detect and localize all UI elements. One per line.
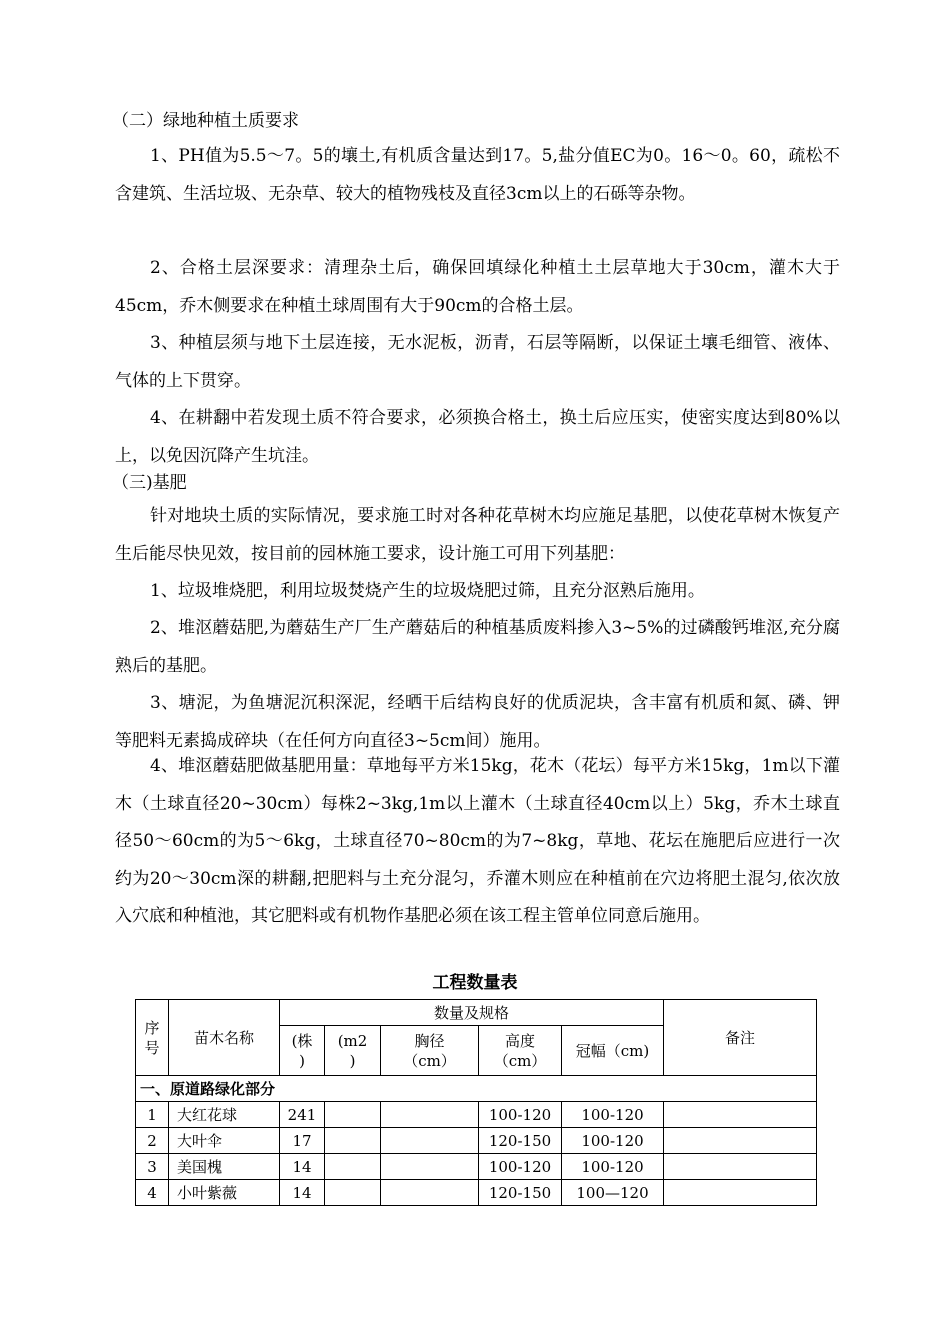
paragraph-soil-connection: 3、种植层须与地下土层连接，无水泥板，沥青，石层等隔断，以保证土壤毛细管、液体、气体的上下贯穿。: [115, 333, 840, 391]
row-area: [325, 1128, 381, 1154]
row-dbh: [381, 1128, 479, 1154]
header-area: [325, 1026, 381, 1076]
header-dbh: [381, 1026, 479, 1076]
row-crown: 100-120: [562, 1128, 664, 1154]
row-area: [325, 1154, 381, 1180]
header-seq: [136, 1000, 169, 1076]
row-name: 大叶伞: [169, 1128, 280, 1154]
row-height: 120-150: [479, 1128, 562, 1154]
row-count: 14: [280, 1154, 325, 1180]
paragraph-garbage-fertilizer: 1、垃圾堆烧肥，利用垃圾焚烧产生的垃圾烧肥过筛，且充分沤熟后施用。: [150, 581, 705, 601]
header-name: 苗木名称: [169, 1000, 280, 1076]
table-row: [136, 1128, 817, 1154]
row-count: 241: [280, 1102, 325, 1128]
paragraph-fertilizer-intro: 针对地块土质的实际情况，要求施工时对各种花草树木均应施足基肥，以使花草树木恢复产生后能尽快见效，按目前的园林施工要求，设计施工可用下列基肥：: [115, 506, 840, 564]
row-dbh: [381, 1180, 479, 1206]
paragraph-mushroom-fertilizer: 2、堆沤蘑菇肥,为蘑菇生产厂生产蘑菇后的种植基质废料掺入3~5%的过磷酸钙堆沤,充分腐熟后的基肥。: [115, 618, 840, 676]
table-title: 工程数量表: [432, 973, 518, 993]
header-count-line1: (株: [291, 1031, 313, 1050]
row-remark: [664, 1154, 817, 1180]
table-section-row: [136, 1076, 817, 1102]
header-seq-line1: 序: [144, 1018, 160, 1037]
row-remark: [664, 1180, 817, 1206]
row-seq: 3: [136, 1154, 169, 1180]
row-seq: 4: [136, 1180, 169, 1206]
row-area: [325, 1180, 381, 1206]
paragraph-pond-mud: 3、塘泥，为鱼塘泥沉积深泥，经晒干后结构良好的优质泥块，含丰富有机质和氮、磷、钾等肥料无素捣成碎块（在任何方向直径3~5cm间）施用。: [115, 693, 840, 751]
paragraph-fertilizer-dosage: 4、堆沤蘑菇肥做基肥用量：草地每平方米15kg，花木（花坛）每平方米15kg，1m以下灌木（土球直径20~30cm）每株2~3kg,1m以上灌木（土球直径40cm以上）5kg，乔木土球直径50～60cm的为5～6kg，土球直径70~80cm的为7~8kg，草地、花坛在施肥后应进行一次约为20～30cm深的耕翻,把肥料与土充分混匀，乔灌木则应在种植前在穴边将肥土混匀,依次放入穴底和种植池，其它肥料或有机物作基肥必须在该工程主管单位同意后施用。: [115, 756, 840, 926]
paragraph-soil-depth: 2、合格土层深要求：清理杂土后，确保回填绿化种植土土层草地大于30cm，灌木大于45cm，乔木侧要求在种植土球周围有大于90cm的合格土层。: [115, 258, 840, 316]
table-row: [136, 1154, 817, 1180]
row-count: 17: [280, 1128, 325, 1154]
row-height: 100-120: [479, 1102, 562, 1128]
section-2-heading: （二）绿地种植土质要求: [112, 111, 299, 131]
row-name: 小叶紫薇: [169, 1180, 280, 1206]
row-seq: 2: [136, 1128, 169, 1154]
header-count-line2: ): [299, 1051, 305, 1070]
paragraph-soil-replacement: 4、在耕翻中若发现土质不符合要求，必须换合格土，换土后应压实，使密实度达到80%以上，以免因沉降产生坑洼。: [115, 408, 840, 466]
header-dbh-line1: 胸径: [414, 1031, 445, 1050]
header-count: [280, 1026, 325, 1076]
row-height: 120-150: [479, 1180, 562, 1206]
row-remark: [664, 1102, 817, 1128]
table-row: [136, 1180, 817, 1206]
section-3-heading: （三)基肥: [112, 473, 187, 493]
row-seq: 1: [136, 1102, 169, 1128]
header-height-line2: （cm）: [493, 1051, 547, 1070]
row-crown: 100-120: [562, 1102, 664, 1128]
row-crown: 100—120: [562, 1180, 664, 1206]
table-row: [136, 1102, 817, 1128]
header-area-line2: ): [349, 1051, 356, 1070]
header-remark: 备注: [664, 1000, 817, 1076]
header-height: [479, 1026, 562, 1076]
row-area: [325, 1102, 381, 1128]
quantity-table: [135, 999, 817, 1206]
header-crown: 冠幅（cm): [562, 1026, 664, 1076]
row-height: 100-120: [479, 1154, 562, 1180]
row-name: 美国槐: [169, 1154, 280, 1180]
header-quantity-spec: 数量及规格: [280, 1000, 664, 1026]
paragraph-ph-requirement: 1、PH值为5.5～7。5的壤土,有机质含量达到17。5,盐分值EC为0。16～0。60，疏松不含建筑、生活垃圾、无杂草、较大的植物残枝及直径3cm以上的石砾等杂物。: [115, 146, 840, 204]
row-crown: 100-120: [562, 1154, 664, 1180]
section-label: 一、原道路绿化部分: [136, 1076, 817, 1102]
row-remark: [664, 1128, 817, 1154]
row-name: 大红花球: [169, 1102, 280, 1128]
row-count: 14: [280, 1180, 325, 1206]
header-seq-line2: 号: [144, 1038, 160, 1057]
row-dbh: [381, 1102, 479, 1128]
row-dbh: [381, 1154, 479, 1180]
header-height-line1: 高度: [504, 1031, 535, 1050]
header-area-line1: (m2: [337, 1031, 368, 1050]
table-header-row: [136, 1000, 817, 1026]
header-dbh-line2: （cm）: [403, 1051, 456, 1070]
